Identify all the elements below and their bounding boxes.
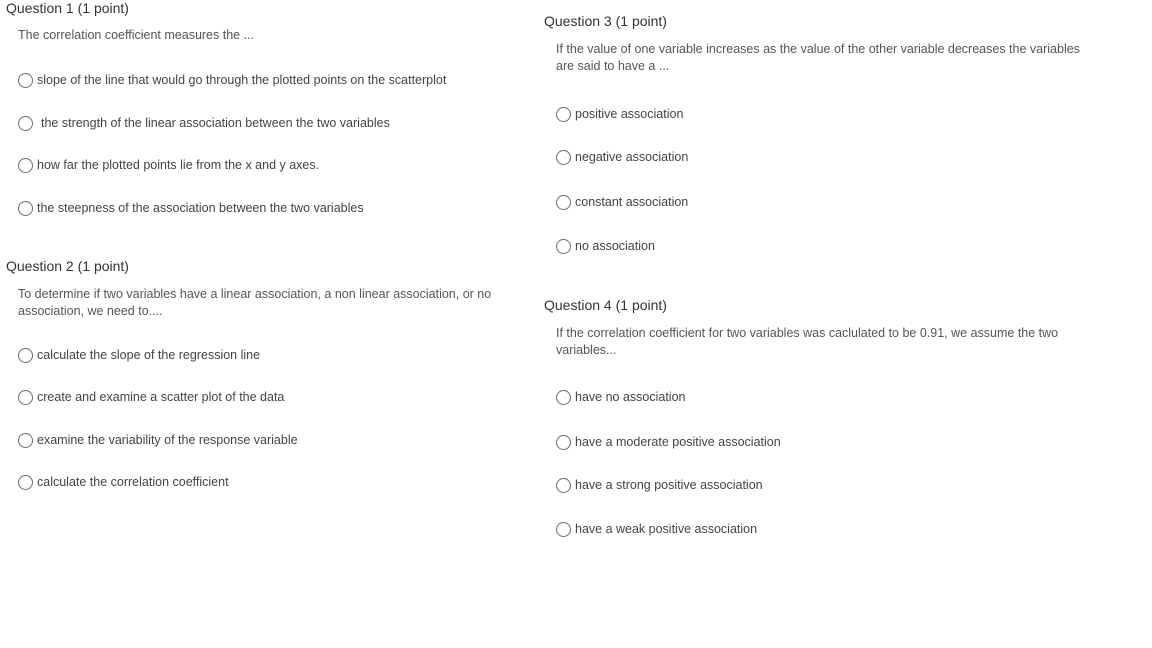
option-2[interactable] <box>556 147 688 167</box>
question-text: If the value of one variable increases as the value of the other variable decreases the variables are said to have a ... <box>556 42 1080 73</box>
option-label: the steepness of the association between the two variables <box>37 201 364 215</box>
question-4 <box>544 297 1104 536</box>
option-1[interactable] <box>556 387 686 407</box>
option-4[interactable] <box>556 236 655 256</box>
radio-button[interactable] <box>18 158 33 173</box>
option-label: negative association <box>575 150 689 164</box>
option-label: calculate the correlation coefficient <box>37 475 229 489</box>
option-label: constant association <box>575 195 689 209</box>
option-1[interactable] <box>18 345 260 365</box>
option-label: the strength of the linear association between the two variables <box>41 116 390 130</box>
question-number: Question 4 <box>544 297 612 313</box>
radio-button[interactable] <box>18 348 33 363</box>
option-label: have a strong positive association <box>575 478 763 492</box>
radio-button[interactable] <box>556 107 571 122</box>
question-number: Question 2 <box>6 258 74 274</box>
radio-button[interactable] <box>556 195 571 210</box>
option-label: slope of the line that would go through the plotted points on the scatterplot <box>37 73 447 87</box>
radio-button[interactable] <box>18 116 33 131</box>
radio-button[interactable] <box>18 433 33 448</box>
option-label: positive association <box>575 107 684 121</box>
option-2[interactable] <box>18 113 390 133</box>
option-4[interactable] <box>18 198 364 218</box>
radio-button[interactable] <box>18 390 33 405</box>
option-label: create and examine a scatter plot of the data <box>37 390 285 404</box>
question-text: To determine if two variables have a linear association, a non linear association, or no association, we need to.... <box>18 287 492 318</box>
option-label: no association <box>575 239 655 253</box>
question-title <box>544 297 1104 313</box>
option-label: how far the plotted points lie from the x and y axes. <box>37 158 320 172</box>
option-3[interactable] <box>18 155 319 175</box>
question-points: (1 point) <box>615 297 667 313</box>
radio-button[interactable] <box>18 475 33 490</box>
question-number: Question 3 <box>544 13 612 29</box>
radio-button[interactable] <box>556 390 571 405</box>
question-text: The correlation coefficient measures the ... <box>18 28 254 42</box>
option-label: have a moderate positive association <box>575 435 781 449</box>
radio-button[interactable] <box>556 522 571 537</box>
option-3[interactable] <box>18 430 298 450</box>
question-title <box>544 13 1104 29</box>
option-4[interactable] <box>18 472 229 492</box>
question-title <box>6 0 526 16</box>
option-4[interactable] <box>556 519 757 539</box>
question-points: (1 point) <box>77 0 129 16</box>
radio-button[interactable] <box>556 239 571 254</box>
option-1[interactable] <box>18 70 446 90</box>
option-3[interactable] <box>556 475 763 495</box>
option-label: examine the variability of the response variable <box>37 433 298 447</box>
option-3[interactable] <box>556 192 688 212</box>
question-title <box>6 258 526 274</box>
option-label: have no association <box>575 390 686 404</box>
question-3 <box>544 13 1104 253</box>
radio-button[interactable] <box>18 73 33 88</box>
option-label: have a weak positive association <box>575 522 758 536</box>
question-points: (1 point) <box>615 13 667 29</box>
option-2[interactable] <box>556 432 781 452</box>
radio-button[interactable] <box>556 150 571 165</box>
question-text: If the correlation coefficient for two variables was caclulated to be 0.91, we assume the two variables... <box>556 326 1059 357</box>
question-points: (1 point) <box>77 258 129 274</box>
question-1 <box>6 0 526 215</box>
question-number: Question 1 <box>6 0 74 16</box>
radio-button[interactable] <box>556 435 571 450</box>
radio-button[interactable] <box>556 478 571 493</box>
question-2 <box>6 258 526 489</box>
radio-button[interactable] <box>18 201 33 216</box>
option-2[interactable] <box>18 387 284 407</box>
option-1[interactable] <box>556 104 683 124</box>
option-label: calculate the slope of the regression line <box>37 348 261 362</box>
